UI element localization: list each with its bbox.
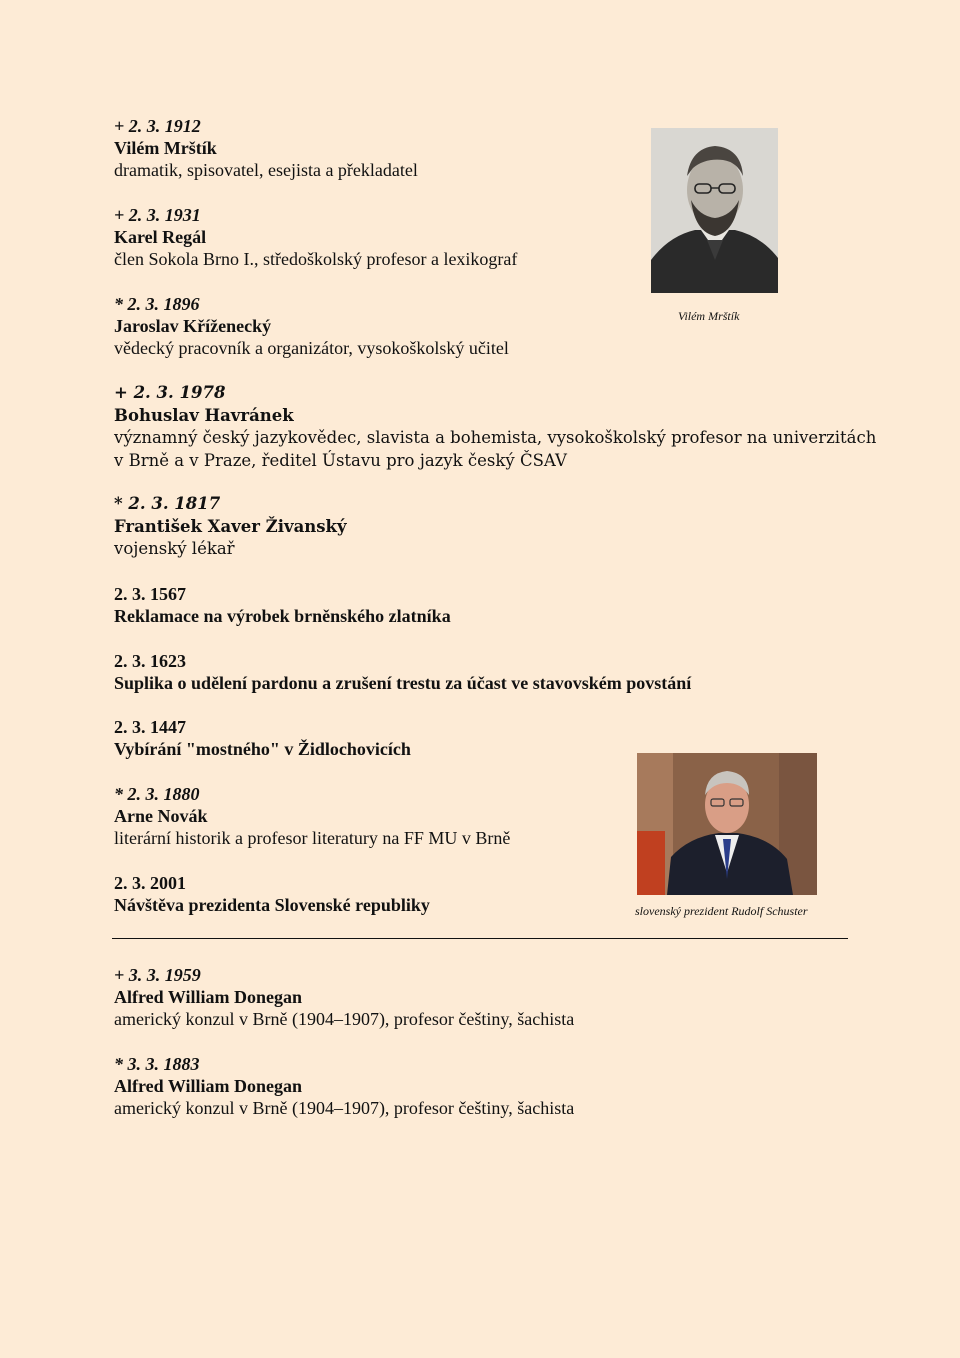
schuster-photo — [637, 753, 817, 895]
entry-donegan-birth — [114, 1053, 574, 1119]
entry-desc: dramatik, spisovatel, esejista a překladatel — [114, 160, 418, 180]
entry-mostne — [114, 716, 411, 760]
entry-donegan-death — [114, 964, 574, 1030]
entry-name: Suplika o udělení pardonu a zrušení trestu za účast ve stavovském povstání — [114, 673, 692, 693]
entry-date: * 2. 3. 1880 — [114, 784, 200, 804]
entry-date: 2. 3. 1447 — [114, 717, 186, 737]
entry-havranek — [114, 382, 876, 472]
entry-name: Vybírání "mostného" v Židlochovicích — [114, 739, 411, 759]
section-divider — [112, 938, 848, 939]
entry-name: Bohuslav Havránek — [114, 405, 294, 425]
entry-name: Alfred William Donegan — [114, 1076, 303, 1096]
entry-date: 2. 3. 2001 — [114, 873, 186, 893]
mrstik-portrait-drawing — [651, 128, 778, 293]
entry-zivansky — [114, 493, 347, 561]
entry-desc: vědecký pracovník a organizátor, vysokoškolský učitel — [114, 338, 509, 358]
entry-desc: člen Sokola Brno I., středoškolský profesor a lexikograf — [114, 249, 518, 269]
entry-mrstik — [114, 115, 418, 181]
entry-name: Jaroslav Kříženecký — [114, 316, 272, 336]
entry-date: 2. 3. 1567 — [114, 584, 186, 604]
entry-regal — [114, 204, 517, 270]
entry-name: Arne Novák — [114, 806, 208, 826]
entry-name: Reklamace na výrobek brněnského zlatníka — [114, 606, 451, 626]
entry-desc: literární historik a profesor literatury na FF MU v Brně — [114, 828, 511, 848]
entry-novak — [114, 783, 510, 849]
entry-date: + 2. 3. 1931 — [114, 205, 201, 225]
mrstik-portrait — [651, 128, 778, 293]
entry-desc: vojenský lékař — [114, 539, 235, 558]
entry-reklamace — [114, 583, 451, 627]
mrstik-caption: Vilém Mrštík — [678, 309, 740, 323]
entry-name: Alfred William Donegan — [114, 987, 303, 1007]
entry-desc-line-2: v Brně a v Praze, ředitel Ústavu pro jazyk český ČSAV — [114, 450, 567, 470]
entry-date: + 2. 3. 1978 — [114, 383, 226, 402]
entry-desc: americký konzul v Brně (1904–1907), profesor češtiny, šachista — [114, 1098, 575, 1118]
entry-date: * 2. 3. 1817 — [114, 494, 221, 513]
entry-suplika — [114, 650, 691, 694]
entry-navsteva — [114, 872, 430, 916]
entry-name: František Xaver Živanský — [114, 516, 347, 536]
schuster-caption: slovenský prezident Rudolf Schuster — [635, 904, 808, 918]
entry-desc: americký konzul v Brně (1904–1907), profesor češtiny, šachista — [114, 1009, 575, 1029]
entry-date: + 3. 3. 1959 — [114, 965, 201, 985]
entry-name: Návštěva prezidenta Slovenské republiky — [114, 895, 430, 915]
schuster-photo-drawing — [637, 753, 817, 895]
entry-name: Vilém Mrštík — [114, 138, 217, 158]
entry-date: * 2. 3. 1896 — [114, 294, 200, 314]
entry-desc-line-1: významný český jazykovědec, slavista a bohemista, vysokoškolský profesor na univerzitách — [114, 428, 877, 447]
entry-date: * 3. 3. 1883 — [114, 1054, 200, 1074]
entry-name: Karel Regál — [114, 227, 207, 247]
entry-date: + 2. 3. 1912 — [114, 116, 201, 136]
entry-krizenecky — [114, 293, 509, 359]
entry-date: 2. 3. 1623 — [114, 651, 186, 671]
